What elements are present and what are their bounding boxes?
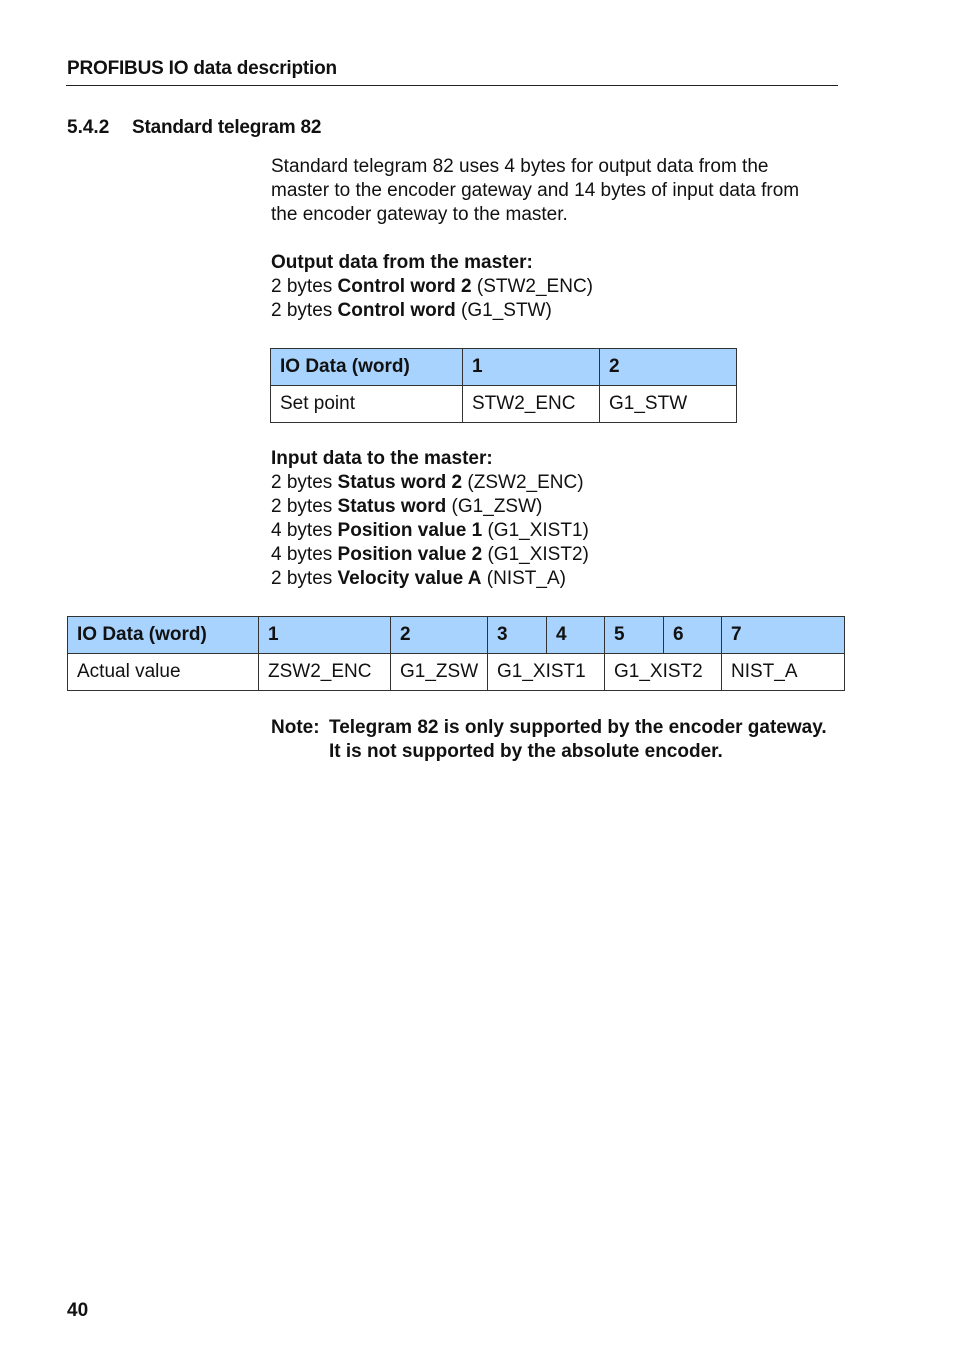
table-header-cell: IO Data (word)	[68, 617, 259, 654]
input-item: 4 bytes Position value 2 (G1_XIST2)	[271, 544, 589, 565]
table-header-cell: 7	[722, 617, 845, 654]
output-heading: Output data from the master:	[271, 252, 533, 273]
table-cell: G1_XIST1	[488, 654, 605, 691]
intro-line: the encoder gateway to the master.	[271, 204, 568, 225]
page-header-title: PROFIBUS IO data description	[67, 58, 337, 79]
intro-line: master to the encoder gateway and 14 bytes of input data from	[271, 180, 800, 201]
table-header-row	[271, 349, 737, 386]
table-header-cell: 3	[488, 617, 547, 654]
note-line: It is not supported by the absolute encoder.	[329, 741, 723, 762]
input-item: 2 bytes Velocity value A (NIST_A)	[271, 568, 566, 589]
table-row	[271, 386, 737, 423]
table-cell: NIST_A	[722, 654, 845, 691]
header-divider	[66, 85, 838, 86]
intro-paragraph	[271, 155, 831, 227]
table-header-cell: 1	[463, 349, 600, 386]
table-header-cell: 1	[259, 617, 391, 654]
table-cell: G1_XIST2	[605, 654, 722, 691]
input-io-table	[67, 616, 845, 691]
page-number: 40	[67, 1300, 89, 1321]
input-data-block	[271, 447, 589, 591]
input-item: 2 bytes Status word (G1_ZSW)	[271, 496, 543, 517]
table-cell: G1_STW	[600, 386, 737, 423]
table-cell: STW2_ENC	[463, 386, 600, 423]
note-text	[329, 716, 827, 764]
table-header-cell: IO Data (word)	[271, 349, 463, 386]
table-cell: G1_ZSW	[391, 654, 488, 691]
intro-line: Standard telegram 82 uses 4 bytes for output data from the	[271, 156, 769, 177]
table-row	[68, 654, 845, 691]
table-header-cell: 2	[391, 617, 488, 654]
table-cell: Actual value	[68, 654, 259, 691]
table-header-cell: 6	[664, 617, 722, 654]
table-header-cell: 4	[547, 617, 605, 654]
output-io-table	[270, 348, 737, 423]
note-label: Note:	[271, 717, 320, 738]
table-cell: ZSW2_ENC	[259, 654, 391, 691]
table-header-cell: 2	[600, 349, 737, 386]
table-cell: Set point	[271, 386, 463, 423]
section-title: Standard telegram 82	[132, 117, 322, 138]
output-item: 2 bytes Control word (G1_STW)	[271, 300, 552, 321]
output-item: 2 bytes Control word 2 (STW2_ENC)	[271, 276, 594, 297]
input-item: 4 bytes Position value 1 (G1_XIST1)	[271, 520, 589, 541]
input-heading: Input data to the master:	[271, 448, 493, 469]
input-item: 2 bytes Status word 2 (ZSW2_ENC)	[271, 472, 584, 493]
output-data-block	[271, 251, 593, 323]
section-number: 5.4.2	[67, 117, 110, 138]
note-line: Telegram 82 is only supported by the encoder gateway.	[329, 717, 827, 738]
table-header-row	[68, 617, 845, 654]
table-header-cell: 5	[605, 617, 664, 654]
